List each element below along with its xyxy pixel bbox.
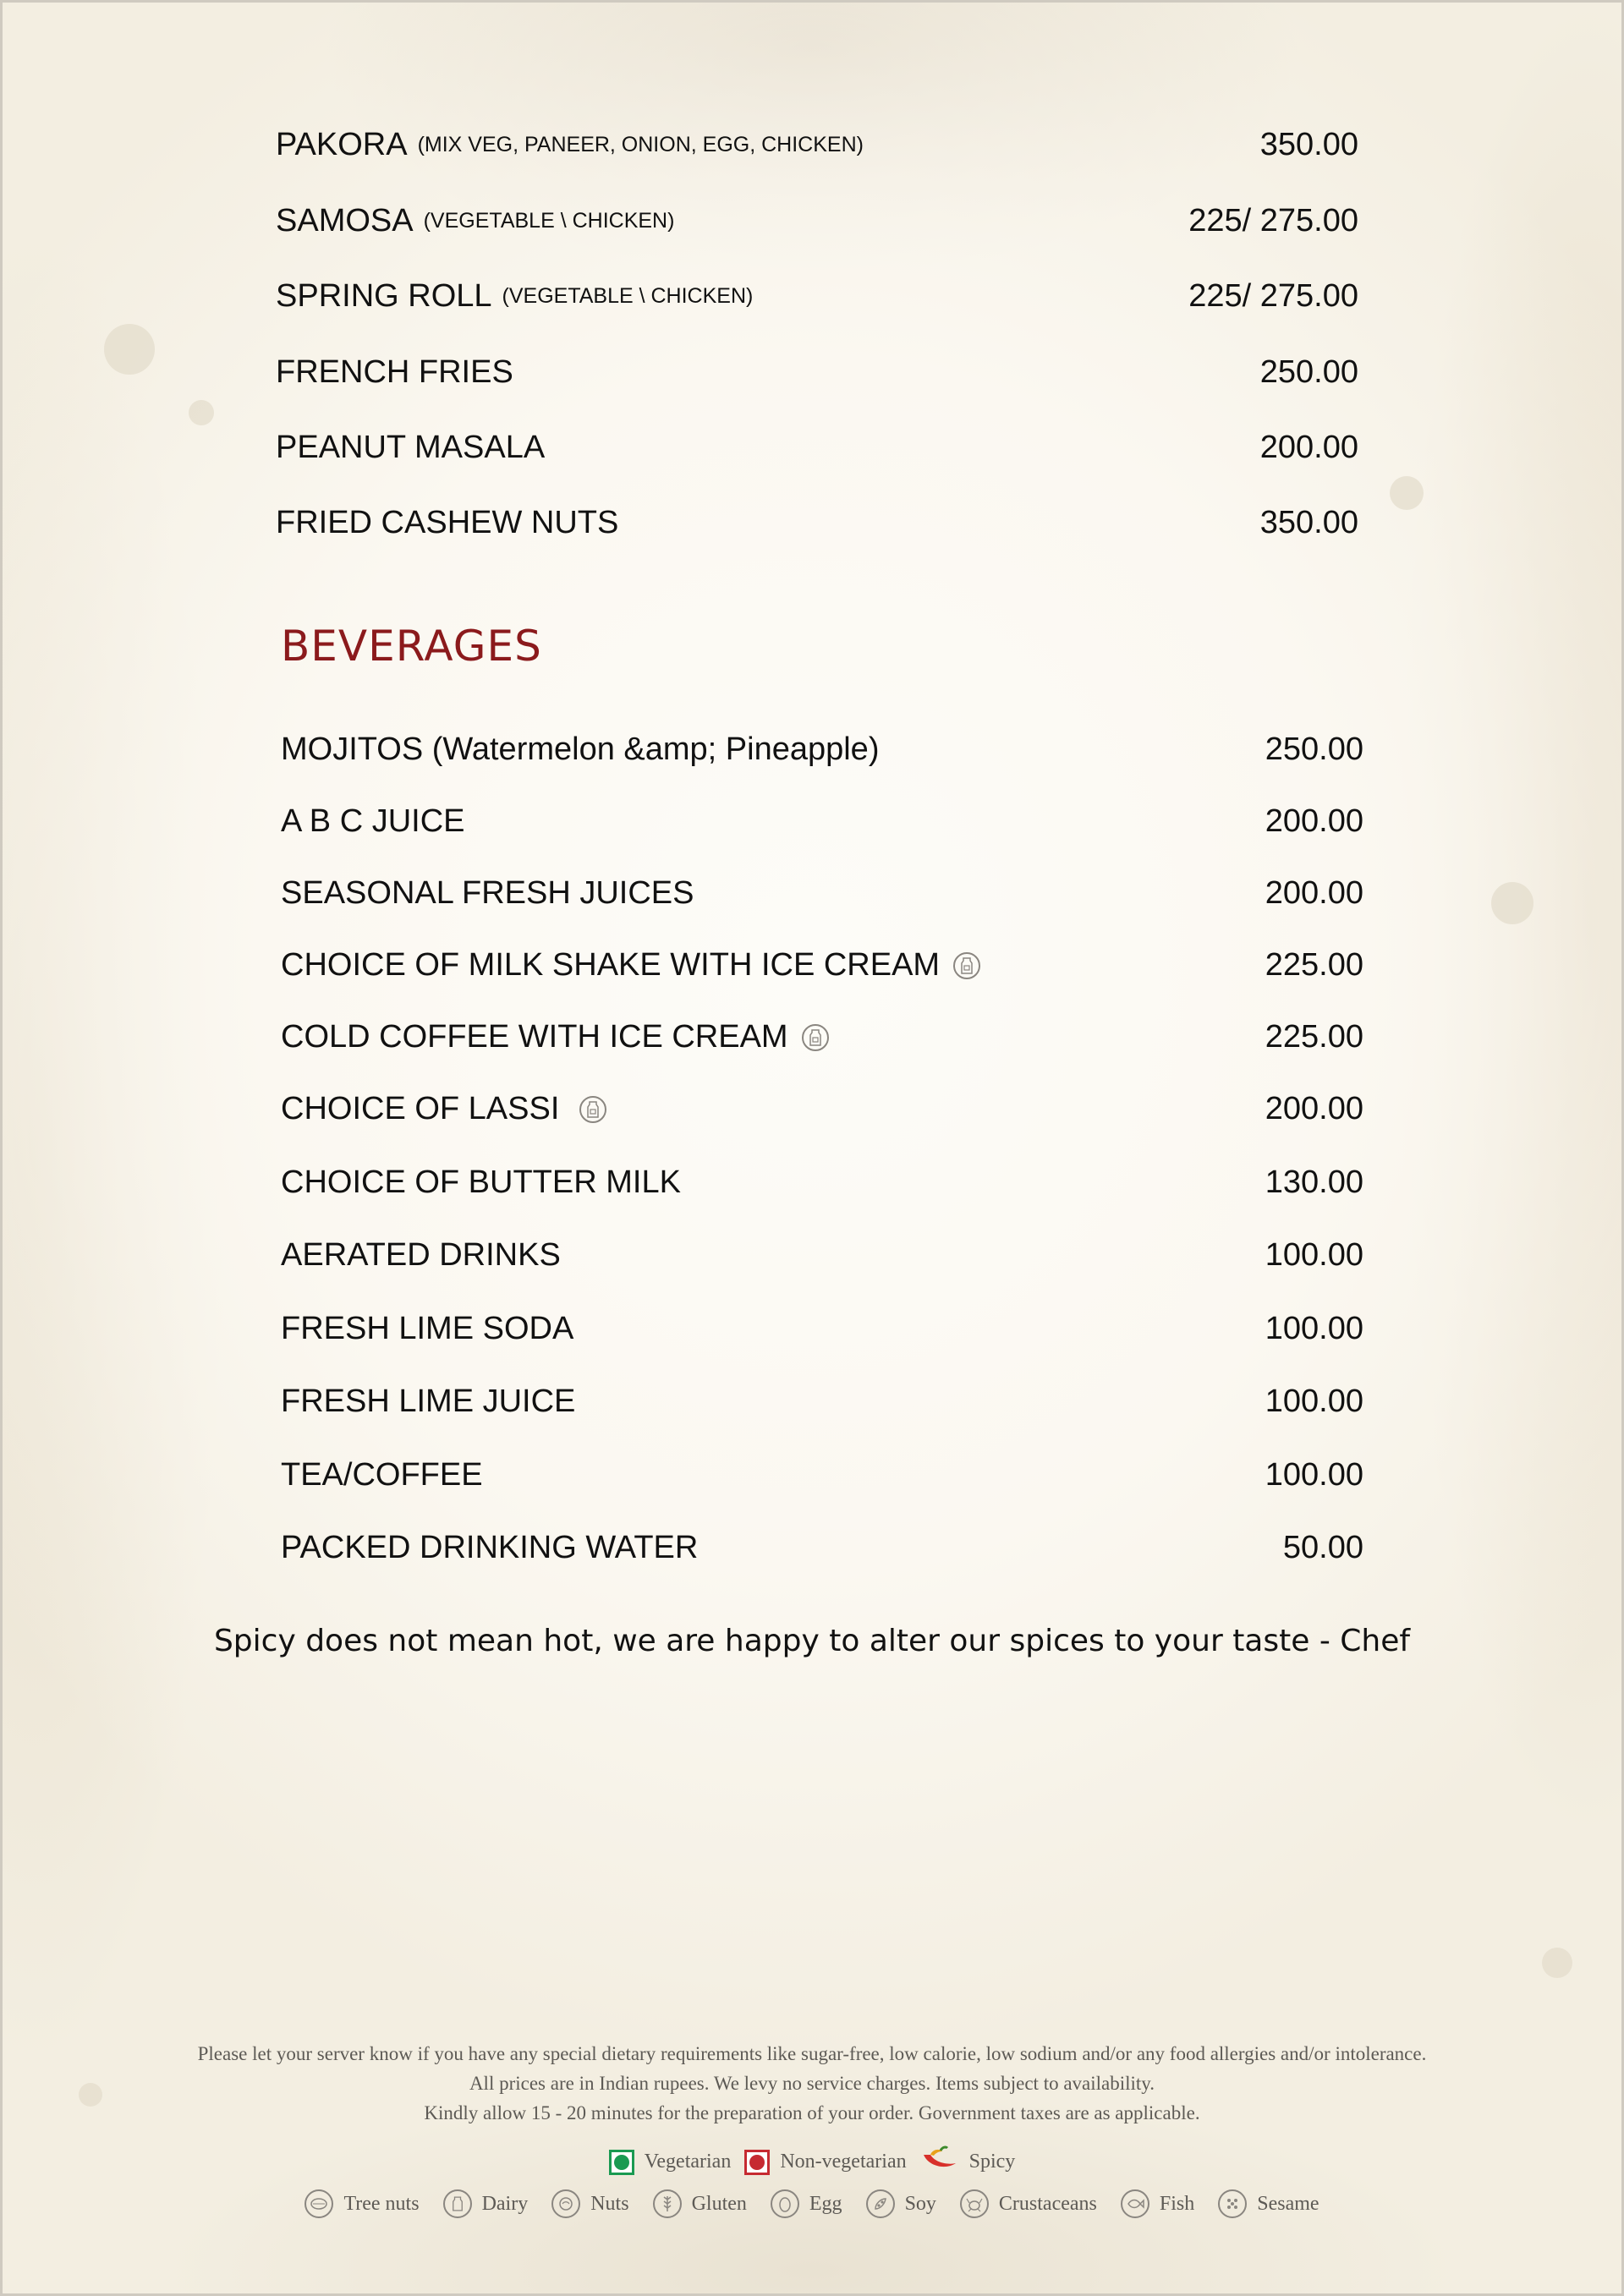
item-variants: (MIX VEG, PANEER, ONION, EGG, CHICKEN)	[417, 133, 864, 156]
egg-icon	[771, 2189, 799, 2218]
diet-legend	[0, 2145, 1624, 2179]
item-name: FRESH LIME JUICE	[281, 1384, 576, 1419]
item-name: FRIED CASHEW NUTS	[276, 505, 619, 540]
menu-item	[281, 947, 1363, 984]
item-price: 225.00	[1265, 947, 1363, 983]
item-variants: (VEGETABLE \ CHICKEN)	[423, 209, 675, 233]
item-name: CHOICE OF MILK SHAKE WITH ICE CREAM	[281, 947, 980, 984]
background-splatter	[1491, 882, 1533, 924]
item-price: 100.00	[1265, 1311, 1363, 1346]
menu-item	[281, 1311, 1363, 1347]
legend-label: Fish	[1159, 2192, 1195, 2215]
menu-item	[276, 505, 1358, 541]
item-price: 225/ 275.00	[1188, 203, 1358, 238]
item-name: SAMOSA (VEGETABLE \ CHICKEN)	[276, 203, 675, 238]
item-name: COLD COFFEE WITH ICE CREAM	[281, 1019, 829, 1055]
item-name: SEASONAL FRESH JUICES	[281, 875, 694, 911]
legend-label: Sesame	[1257, 2192, 1320, 2215]
item-price: 350.00	[1259, 127, 1358, 162]
gluten-icon	[653, 2189, 682, 2218]
chef-note: Spicy does not mean hot, we are happy to alter our spices to your taste - Chef	[213, 1624, 1411, 1658]
background-splatter	[189, 400, 214, 425]
item-price: 250.00	[1265, 732, 1363, 767]
legend-dairy	[443, 2189, 529, 2218]
non-vegetarian-icon	[744, 2150, 770, 2175]
item-price: 200.00	[1259, 430, 1358, 465]
menu-item	[281, 1457, 1363, 1493]
legend-fish	[1121, 2189, 1194, 2218]
menu-item	[281, 1530, 1363, 1566]
menu-item	[281, 875, 1363, 912]
legend-label: Vegetarian	[644, 2151, 732, 2173]
menu-item	[281, 1164, 1363, 1201]
dairy-icon	[953, 952, 980, 979]
item-name: CHOICE OF LASSI	[281, 1091, 606, 1127]
background-splatter	[1542, 1948, 1572, 1978]
item-name: MOJITOS (Watermelon &amp; Pineapple)	[281, 732, 880, 767]
legend-label: Non-vegetarian	[780, 2151, 907, 2173]
item-price: 200.00	[1265, 803, 1363, 839]
legend-non-vegetarian	[744, 2150, 906, 2175]
tree-nuts-icon	[304, 2189, 333, 2218]
background-splatter	[104, 324, 155, 375]
menu-item	[281, 1237, 1363, 1274]
chili-icon	[920, 2145, 959, 2179]
item-name: FRESH LIME SODA	[281, 1311, 574, 1346]
item-name: PAKORA (MIX VEG, PANEER, ONION, EGG, CHICKEN)	[276, 127, 864, 162]
item-price: 200.00	[1265, 1091, 1363, 1126]
menu-item	[276, 127, 1358, 163]
item-price: 100.00	[1265, 1384, 1363, 1419]
dairy-icon	[802, 1024, 829, 1051]
item-name: TEA/COFFEE	[281, 1457, 483, 1493]
item-price: 100.00	[1265, 1237, 1363, 1273]
item-price: 225.00	[1265, 1019, 1363, 1055]
footer-dietary-note: Please let your server know if you have any special dietary requirements like sugar-free, low calorie, low sodium and/or any food allergies and/or intolerance.	[197, 2043, 1427, 2064]
item-price: 50.00	[1282, 1530, 1363, 1565]
item-name: FRENCH FRIES	[276, 354, 513, 390]
item-price: 200.00	[1265, 875, 1363, 911]
menu-item	[281, 1091, 1363, 1127]
item-name: A B C JUICE	[281, 803, 465, 839]
fish-icon	[1121, 2189, 1149, 2218]
item-price: 130.00	[1265, 1164, 1363, 1200]
legend-crustaceans	[960, 2189, 1097, 2218]
item-name: AERATED DRINKS	[281, 1237, 561, 1273]
footer-price-note: All prices are in Indian rupees. We levy no service charges. Items subject to availability.	[469, 2073, 1155, 2094]
legend-tree-nuts	[304, 2189, 419, 2218]
item-price: 100.00	[1265, 1457, 1363, 1493]
crustaceans-icon	[960, 2189, 989, 2218]
legend-nuts	[551, 2189, 628, 2218]
legend-spicy	[920, 2145, 1016, 2179]
legend-label: Spicy	[968, 2151, 1016, 2173]
item-price: 250.00	[1259, 354, 1358, 390]
item-price: 225/ 275.00	[1188, 278, 1358, 314]
item-name: PACKED DRINKING WATER	[281, 1530, 699, 1565]
item-price: 350.00	[1259, 505, 1358, 540]
nuts-icon	[551, 2189, 580, 2218]
menu-item	[281, 1384, 1363, 1420]
section-title-beverages: BEVERAGES	[281, 622, 542, 671]
item-name: CHOICE OF BUTTER MILK	[281, 1164, 681, 1200]
menu-item	[281, 1019, 1363, 1055]
legend-label: Crustaceans	[998, 2192, 1097, 2215]
legend-vegetarian	[609, 2150, 732, 2175]
legend-sesame	[1218, 2189, 1319, 2218]
background-splatter	[1390, 476, 1424, 510]
dairy-icon	[579, 1096, 606, 1123]
legend-label: Gluten	[691, 2192, 747, 2215]
menu-item	[281, 732, 1363, 768]
menu-item	[276, 278, 1358, 315]
allergen-legend	[0, 2189, 1624, 2218]
legend-gluten	[653, 2189, 747, 2218]
legend-label: Dairy	[481, 2192, 529, 2215]
legend-label: Tree nuts	[343, 2192, 420, 2215]
legend-label: Nuts	[590, 2192, 629, 2215]
legend-label: Egg	[809, 2192, 842, 2215]
legend-egg	[771, 2189, 842, 2218]
item-name: PEANUT MASALA	[276, 430, 546, 465]
legend-label: Soy	[904, 2192, 936, 2215]
soy-icon	[866, 2189, 895, 2218]
item-name: SPRING ROLL (VEGETABLE \ CHICKEN)	[276, 278, 754, 314]
menu-item	[276, 354, 1358, 391]
menu-item	[281, 803, 1363, 840]
menu-item	[276, 203, 1358, 239]
footer-preparation-note: Kindly allow 15 - 20 minutes for the preparation of your order. Government taxes are as applicable.	[424, 2102, 1200, 2123]
legend-soy	[866, 2189, 936, 2218]
item-variants: (VEGETABLE \ CHICKEN)	[502, 284, 754, 308]
menu-item	[276, 430, 1358, 466]
dairy-icon	[443, 2189, 472, 2218]
sesame-icon	[1218, 2189, 1247, 2218]
vegetarian-icon	[609, 2150, 634, 2175]
